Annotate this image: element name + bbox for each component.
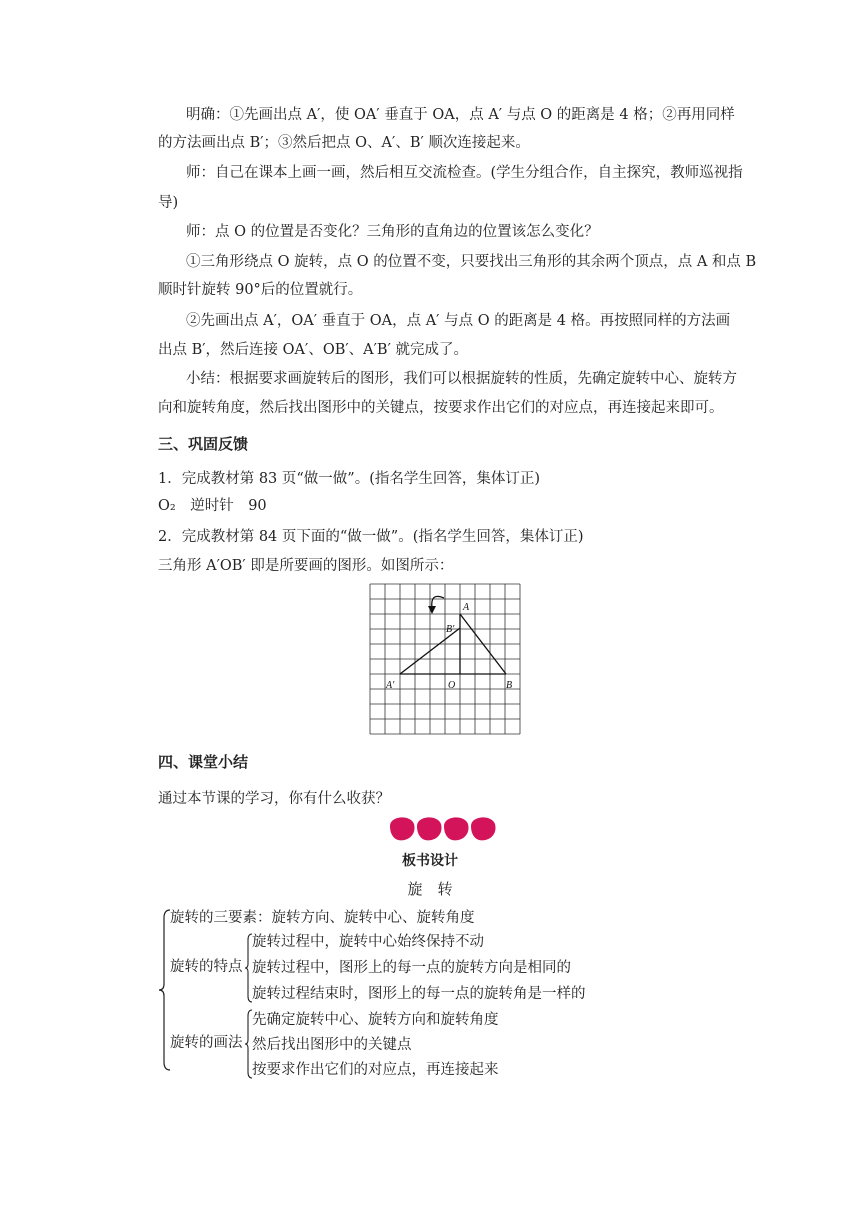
- text-line: 出点 B′，然后连接 OA′、OB′、A′B′ 就完成了。: [158, 342, 468, 358]
- board-title: 旋 转: [407, 880, 453, 898]
- text-line: 师：自己在课本上画一画，然后相互交流检查。(学生分组合作，自主探究，教师巡视指: [186, 165, 743, 181]
- text-line: 向和旋转角度，然后找出图形中的关键点，按要求作出它们的对应点，再连接起来即可。: [158, 400, 724, 416]
- text-line: 师：点 O 的位置是否变化？三角形的直角边的位置该怎么变化？: [186, 224, 599, 240]
- board-heading: 板书设计: [402, 853, 458, 869]
- exercise-1: 1．完成教材第 83 页“做一做”。(指名学生回答，集体订正): [158, 471, 541, 487]
- exercise-2: 2．完成教材第 84 页下面的“做一做”。(指名学生回答，集体订正): [158, 529, 584, 545]
- section-heading-3: 三、巩固反馈: [158, 435, 249, 453]
- board-group1-label: 旋转的特点: [170, 959, 243, 975]
- label-b-prime: B′: [446, 624, 455, 635]
- text-line: ①三角形绕点 O 旋转，点 O 的位置不变，只要找出三角形的其余两个顶点，点 A 和点 B: [186, 254, 757, 270]
- label-a-prime: A′: [386, 680, 395, 691]
- text-line: 明确：①先画出点 A′，使 OA′ 垂直于 OA，点 A′ 与点 O 的距离是 4 格；②再用同样: [186, 107, 735, 123]
- board-group2-label: 旋转的画法: [170, 1035, 243, 1051]
- decorative-blobs-icon: [386, 812, 502, 844]
- exercise-2-answer: 三角形 A′OB′ 即是所要画的图形。如图所示：: [158, 558, 454, 574]
- section-heading-4: 四、课堂小结: [158, 753, 249, 771]
- board-group1-item: 旋转过程结束时，图形上的每一点的旋转角是一样的: [252, 986, 586, 1002]
- board-group2-item: 先确定旋转中心、旋转方向和旋转角度: [252, 1012, 499, 1028]
- board-group2-item: 按要求作出它们的对应点，再连接起来: [252, 1062, 499, 1078]
- text-line: 小结：根据要求画旋转后的图形，我们可以根据旋转的性质，先确定旋转中心、旋转方: [186, 371, 737, 387]
- text-line: 导): [158, 195, 179, 211]
- text-line: 的方法画出点 B′；③然后把点 O、A′、B′ 顺次连接起来。: [158, 135, 530, 151]
- rotation-grid-figure: [360, 582, 530, 742]
- board-group1-item: 旋转过程中，旋转中心始终保持不动: [252, 934, 484, 950]
- label-a: A: [463, 602, 470, 613]
- text-line: 顺时针旋转 90°后的位置就行。: [158, 282, 363, 298]
- label-o: O: [448, 680, 456, 691]
- text-line: ②先画出点 A′，OA′ 垂直于 OA，点 A′ 与点 O 的距离是 4 格。再按照同样的方法画: [186, 313, 731, 329]
- arrow-head-icon: [428, 606, 436, 614]
- board-row-elements: 旋转的三要素：旋转方向、旋转中心、旋转角度: [170, 910, 475, 926]
- board-group1-item: 旋转过程中，图形上的每一点的旋转方向是相同的: [252, 960, 571, 976]
- board-group2-item: 然后找出图形中的关键点: [252, 1037, 412, 1053]
- label-b: B: [506, 680, 513, 691]
- summary-question: 通过本节课的学习，你有什么收获？: [158, 791, 390, 807]
- exercise-1-answer: O₂ 逆时针 90: [158, 498, 267, 514]
